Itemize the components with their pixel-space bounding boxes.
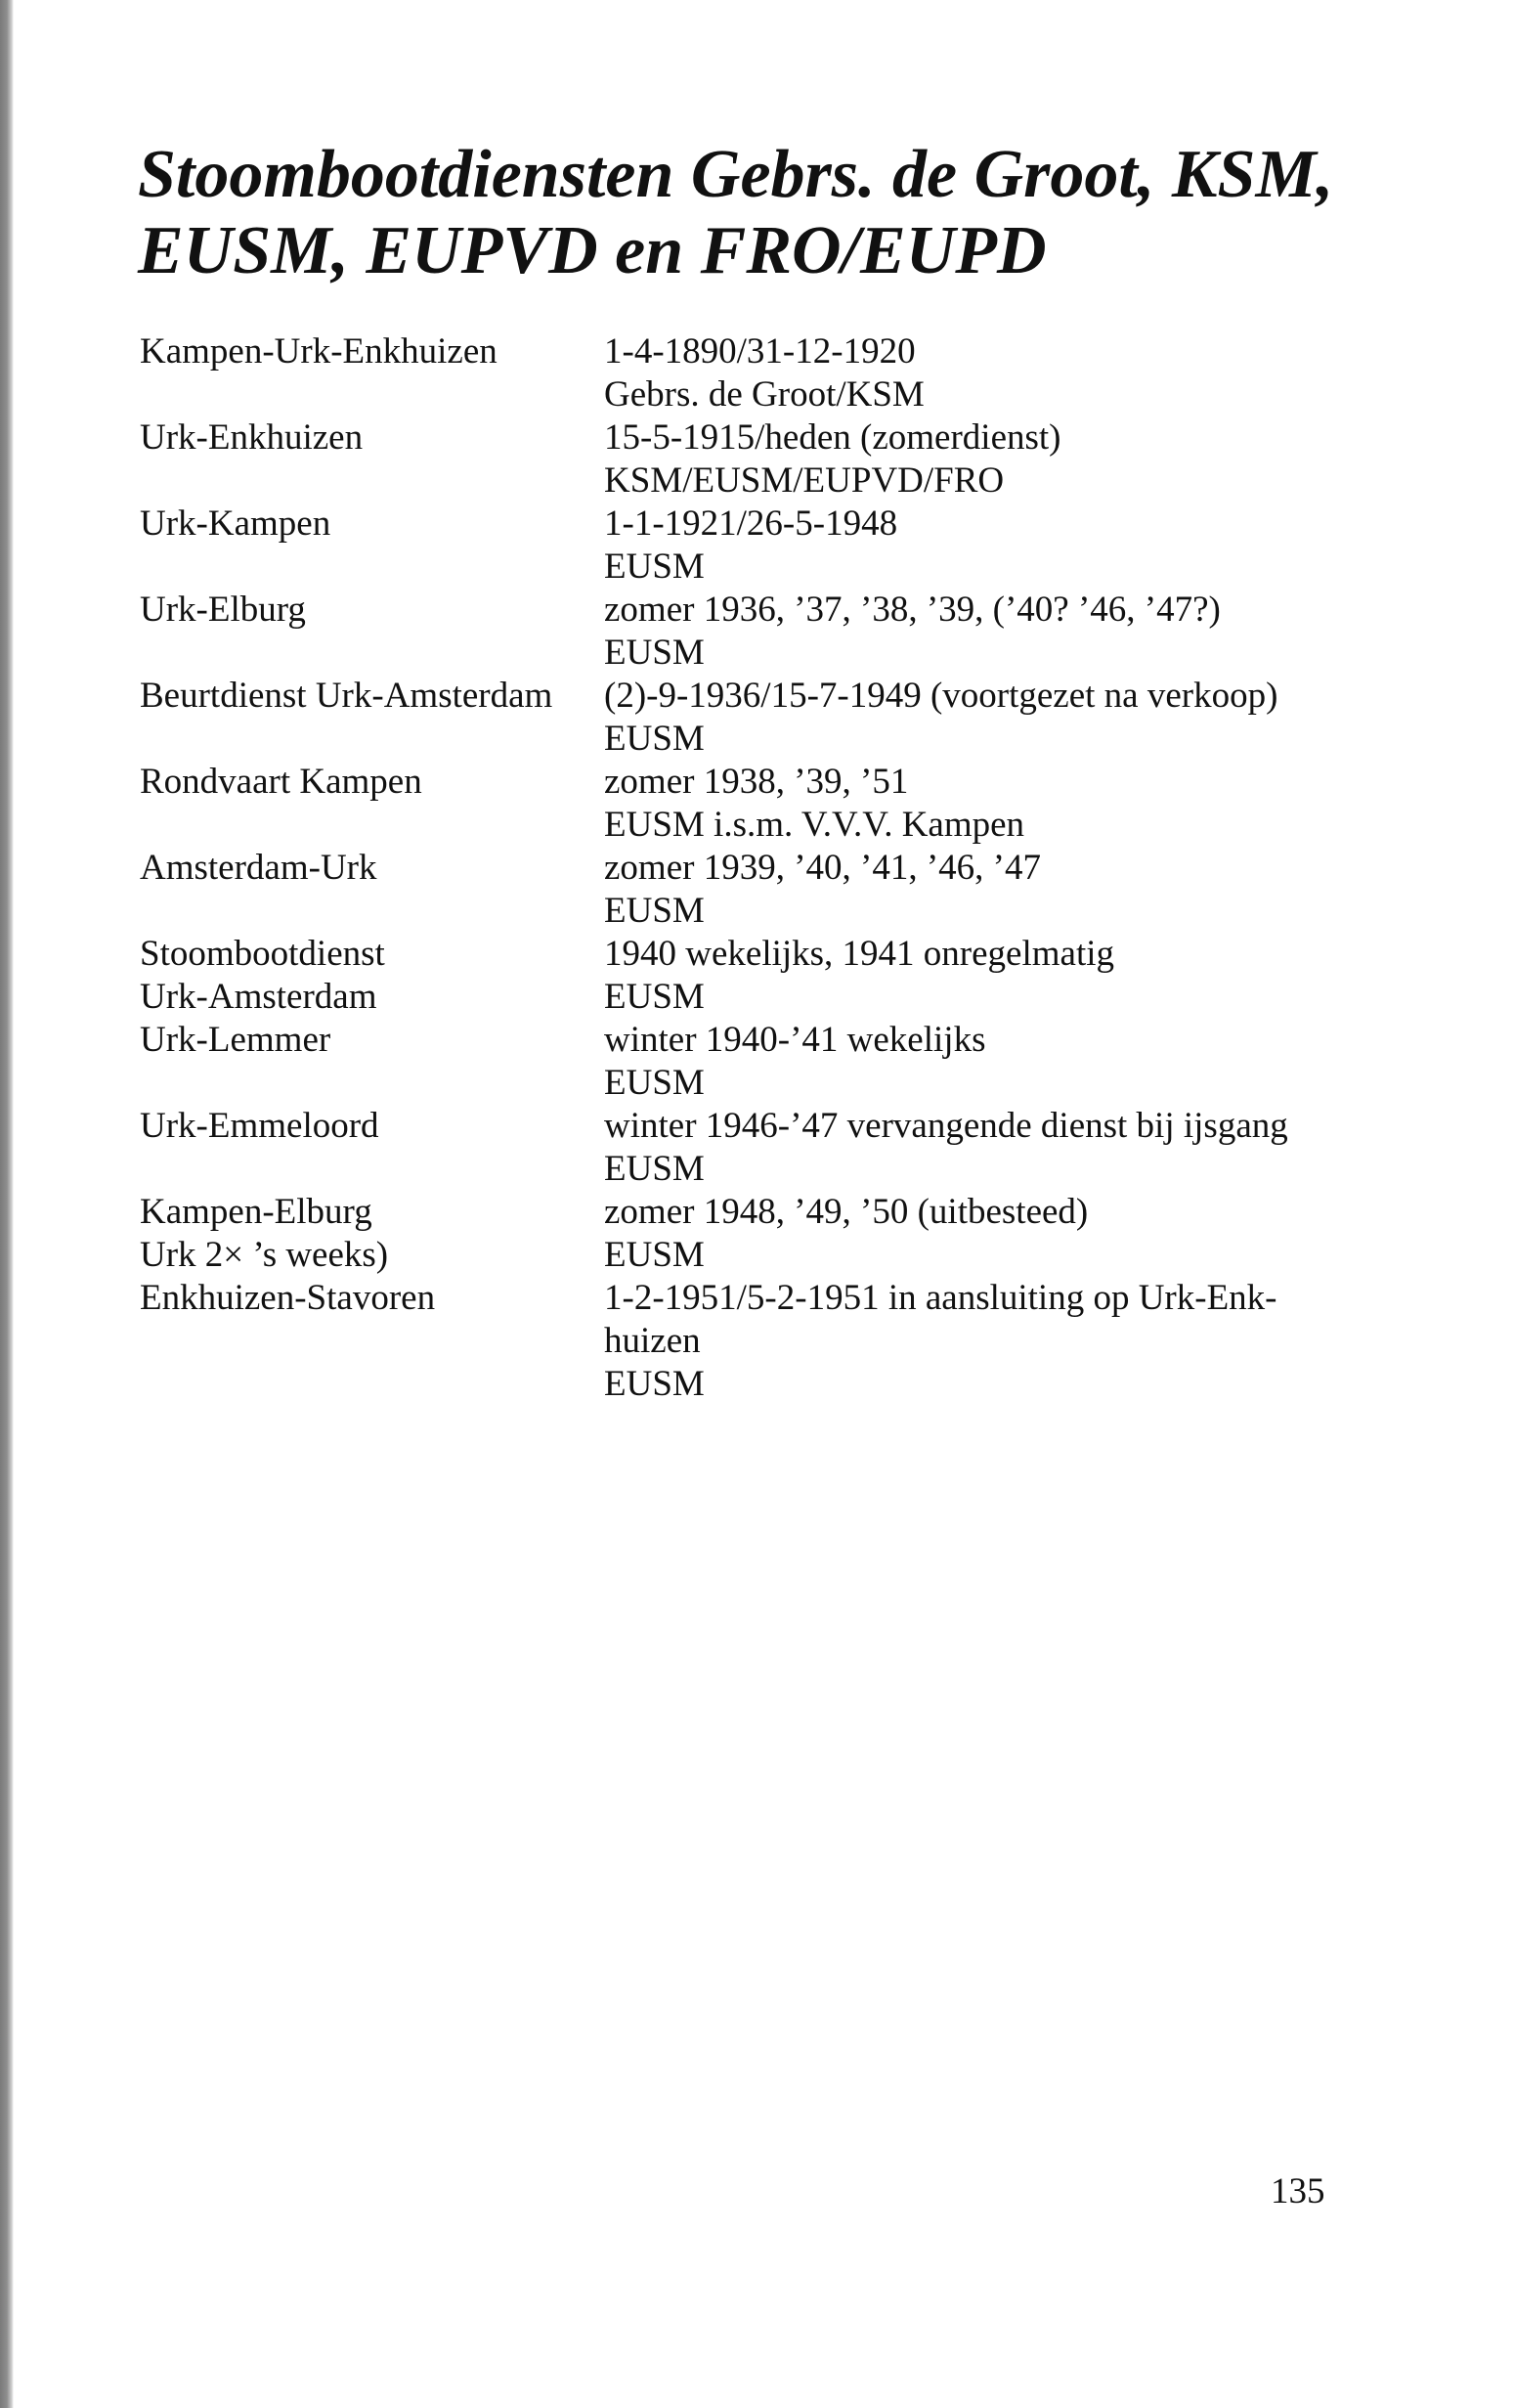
service-details	[604, 933, 1391, 1019]
detail-line: 1-4-1890/31-12-1920	[604, 331, 916, 372]
service-route	[140, 330, 604, 373]
service-details	[604, 330, 1391, 416]
detail-line: EUSM	[604, 1149, 705, 1189]
detail-line: winter 1946-’47 vervangende dienst bij ijsgang	[604, 1106, 1288, 1146]
route-line: Urk-Enkhuizen	[140, 417, 364, 458]
detail-line: zomer 1936, ’37, ’38, ’39, (’40? ’46, ’47?)	[604, 590, 1221, 630]
service-row	[140, 1019, 1391, 1105]
service-details	[604, 1019, 1391, 1105]
detail-line: zomer 1938, ’39, ’51	[604, 762, 909, 802]
service-row	[140, 503, 1391, 589]
detail-line: 1940 wekelijks, 1941 onregelmatig	[604, 934, 1115, 974]
service-route	[140, 847, 604, 890]
route-line: Urk-Lemmer	[140, 1020, 331, 1060]
route-line: Kampen-Elburg	[140, 1192, 372, 1232]
service-row	[140, 933, 1391, 1019]
detail-line: 15-5-1915/heden (zomerdienst)	[604, 417, 1061, 458]
service-row	[140, 330, 1391, 416]
detail-line: EUSM	[604, 1364, 705, 1404]
detail-line: EUSM	[604, 891, 705, 931]
route-line: Urk 2× ’s weeks)	[140, 1235, 389, 1275]
service-route	[140, 1105, 604, 1148]
route-line: Rondvaart Kampen	[140, 762, 422, 802]
service-row	[140, 761, 1391, 847]
detail-line: winter 1940-’41 wekelijks	[604, 1020, 986, 1060]
service-row	[140, 1191, 1391, 1406]
route-line: Amsterdam-Urk	[140, 848, 377, 888]
service-row	[140, 416, 1391, 503]
detail-line: zomer 1939, ’40, ’41, ’46, ’47	[604, 848, 1041, 888]
service-route	[140, 589, 604, 632]
service-route	[140, 675, 604, 718]
service-details	[604, 589, 1391, 675]
detail-line: huizen	[604, 1321, 701, 1361]
route-line: Beurtdienst Urk-Amsterdam	[140, 676, 553, 716]
detail-line: EUSM	[604, 977, 705, 1017]
route-line: Stoombootdienst	[140, 934, 385, 974]
detail-line: (2)-9-1936/15-7-1949 (voortgezet na verkoop)	[604, 676, 1278, 716]
title-line-2: EUSM, EUPVD en FRO/EUPD	[138, 213, 1047, 288]
detail-line: Gebrs. de Groot/KSM	[604, 374, 925, 415]
detail-line: EUSM i.s.m. V.V.V. Kampen	[604, 805, 1025, 845]
service-row	[140, 1105, 1391, 1191]
service-route	[140, 761, 604, 804]
page-number: 135	[1271, 2171, 1325, 2211]
service-route	[140, 416, 604, 460]
route-line: Kampen-Urk-Enkhuizen	[140, 331, 497, 372]
service-row	[140, 847, 1391, 933]
detail-line: 1-2-1951/5-2-1951 in aansluiting op Urk-Enk-	[604, 1278, 1277, 1318]
detail-line: EUSM	[604, 633, 705, 673]
service-details	[604, 1105, 1391, 1191]
service-route	[140, 1019, 604, 1062]
detail-line: 1-1-1921/26-5-1948	[604, 503, 898, 544]
service-details	[604, 1191, 1391, 1406]
service-details	[604, 675, 1391, 761]
route-line: Urk-Elburg	[140, 590, 306, 630]
service-route	[140, 503, 604, 546]
detail-line: zomer 1948, ’49, ’50 (uitbesteed)	[604, 1192, 1089, 1232]
service-details	[604, 761, 1391, 847]
service-details	[604, 503, 1391, 589]
route-line: Urk-Amsterdam	[140, 977, 377, 1017]
route-line: Urk-Emmeloord	[140, 1106, 379, 1146]
service-row	[140, 675, 1391, 761]
page-title	[138, 137, 1333, 289]
service-route	[140, 933, 604, 1019]
detail-line: EUSM	[604, 719, 705, 759]
route-line: Enkhuizen-Stavoren	[140, 1278, 436, 1318]
detail-line: KSM/EUSM/EUPVD/FRO	[604, 460, 1005, 501]
title-line-1: Stoombootdiensten Gebrs. de Groot, KSM,	[138, 137, 1334, 212]
detail-line: EUSM	[604, 1235, 705, 1275]
service-details	[604, 416, 1391, 503]
service-route	[140, 1191, 604, 1320]
services-list	[140, 330, 1391, 1406]
route-line: Urk-Kampen	[140, 503, 331, 544]
detail-line: EUSM	[604, 547, 705, 587]
service-row	[140, 589, 1391, 675]
page-binding-shadow	[0, 0, 14, 2408]
detail-line: EUSM	[604, 1063, 705, 1103]
service-details	[604, 847, 1391, 933]
